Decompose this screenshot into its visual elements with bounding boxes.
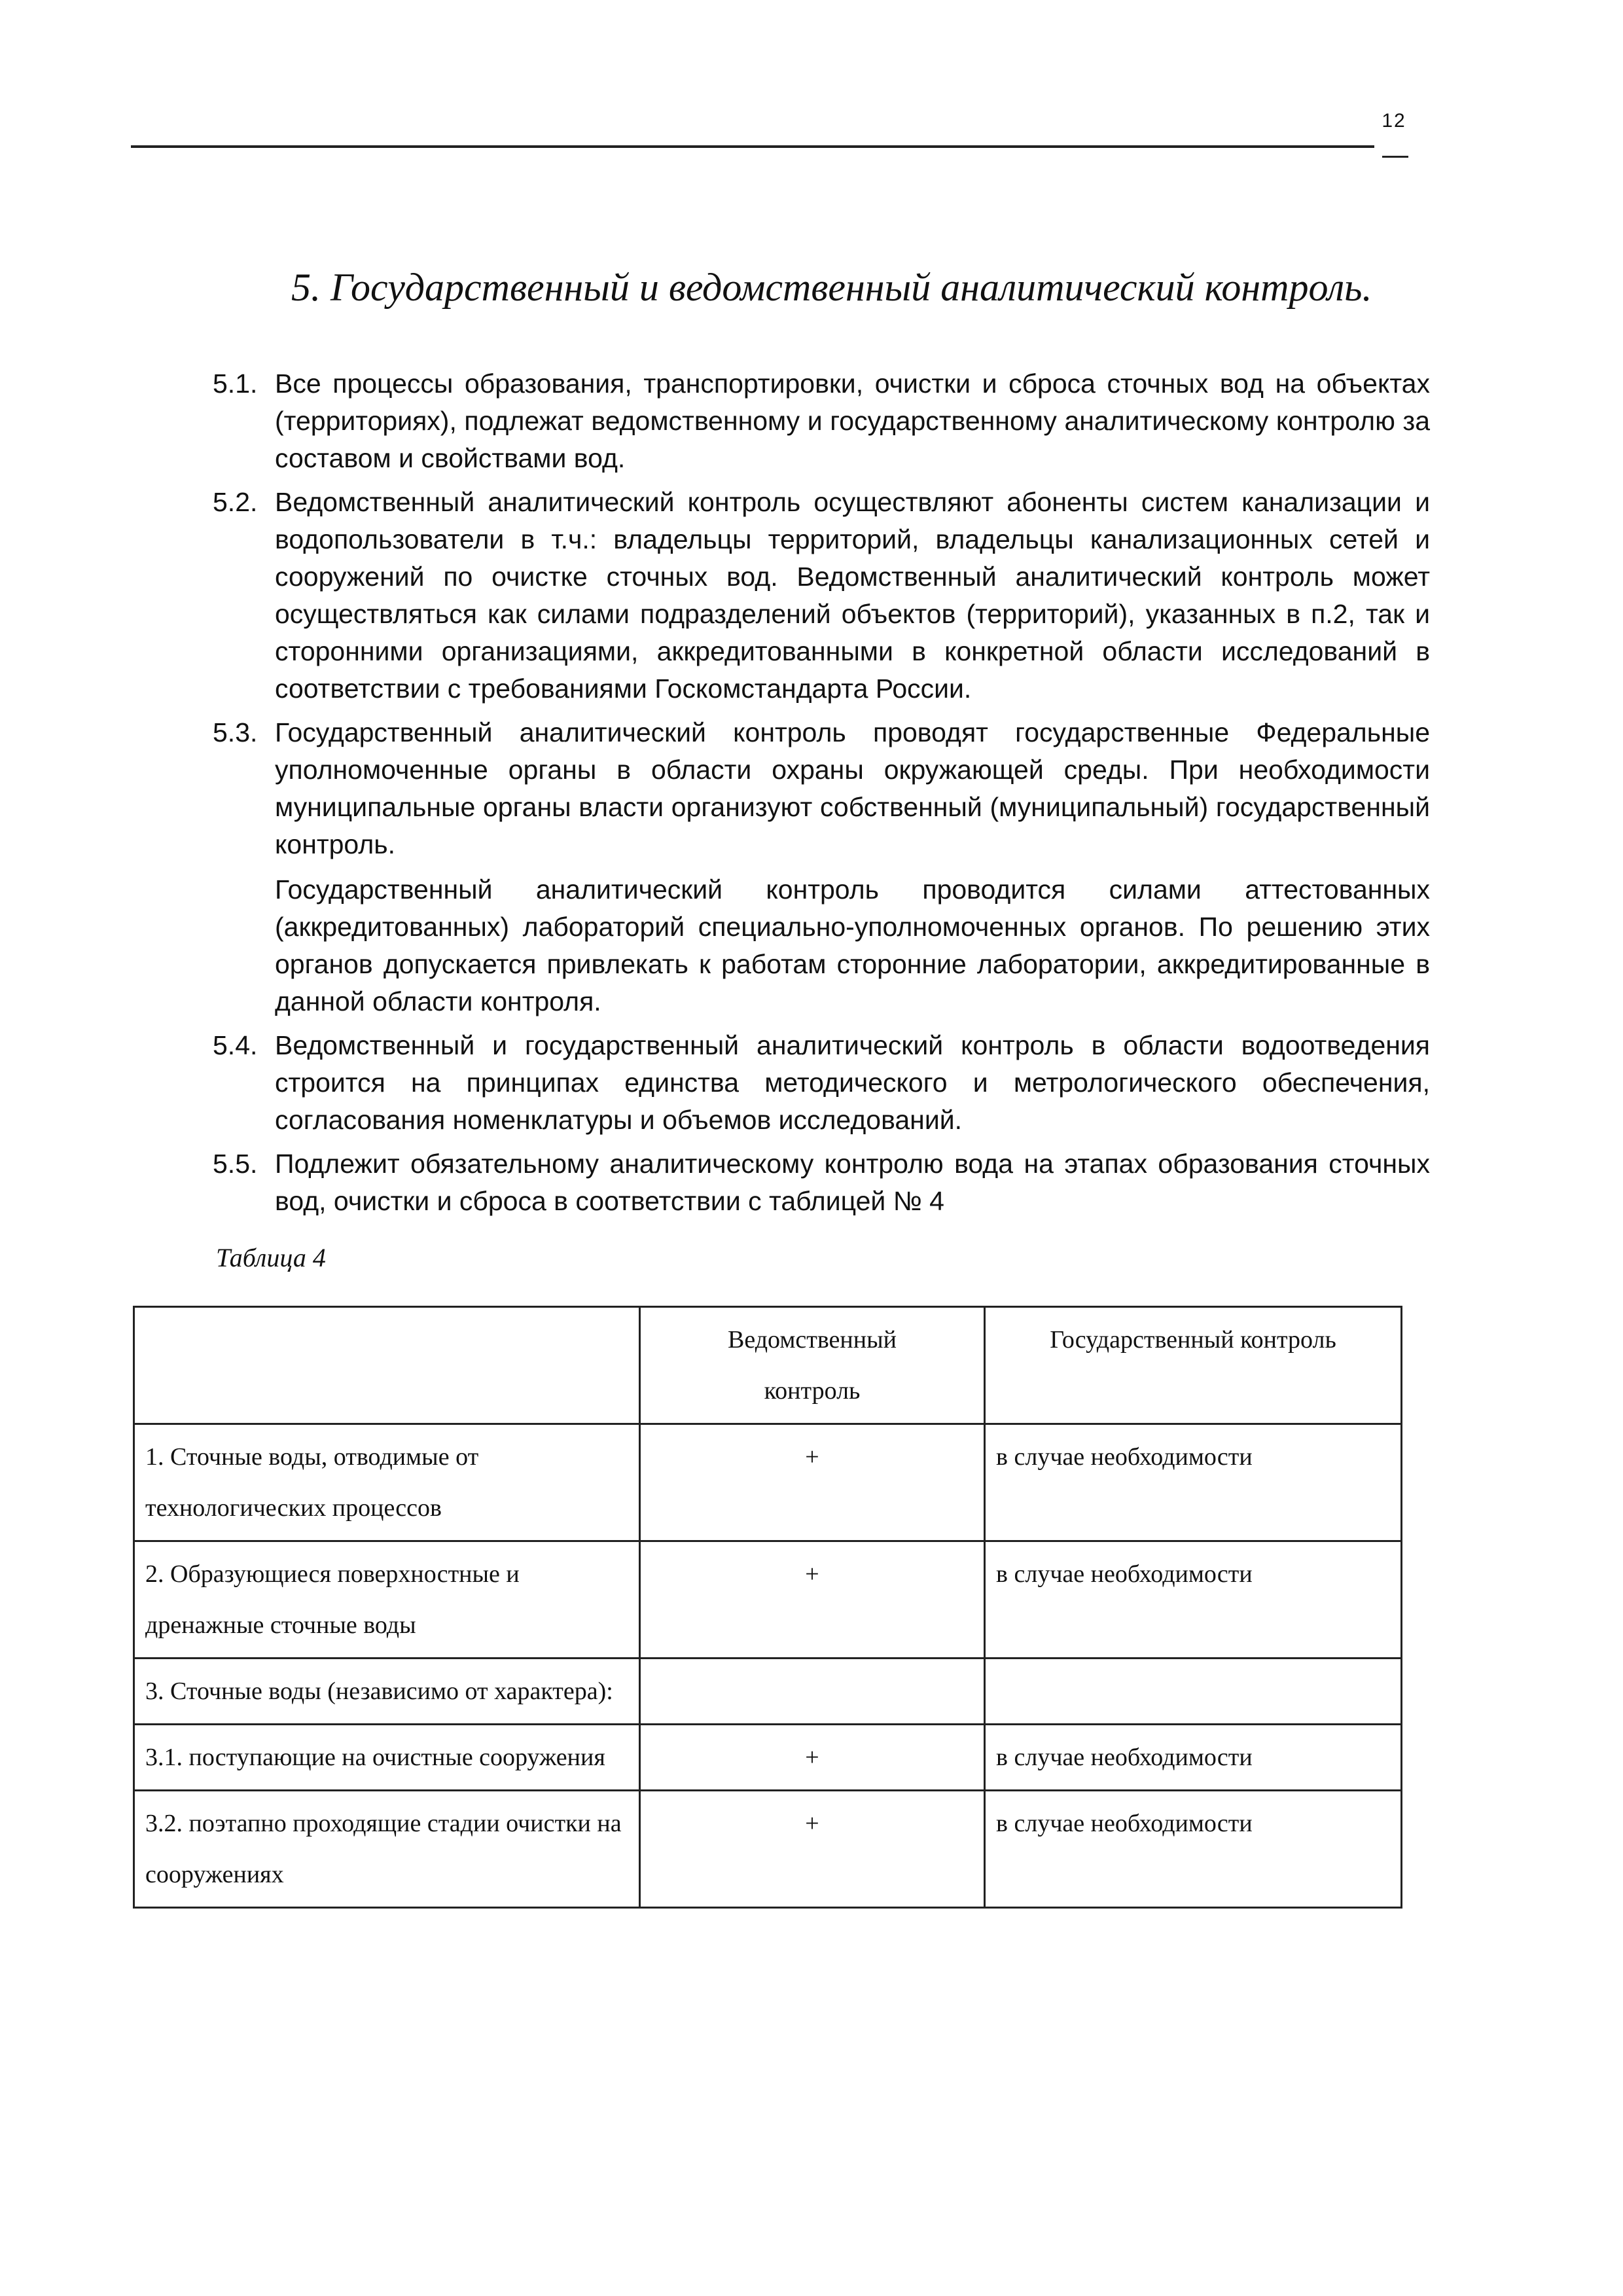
header-cell-state: Государственный контроль (985, 1307, 1402, 1424)
paragraph-5-3 (213, 714, 1430, 863)
paragraph-number: 5.5. (213, 1149, 258, 1179)
header-departmental-line1: Ведомственный (728, 1326, 897, 1354)
paragraph-text: Ведомственный и государственный аналитический контроль в области водоотведения строится на принципах единства методического и метрологического обеспечения, согласования номенклатуры и объемов исследований. (275, 1030, 1430, 1135)
header-rule (131, 145, 1374, 148)
page-number-underline (1382, 156, 1408, 158)
paragraph-number: 5.1. (213, 368, 258, 399)
paragraph-text: Ведомственный аналитический контроль осуществляют абоненты систем канализации и водопользователи в т.ч.: владельцы территорий, владельцы канализационных сетей и сооружений по очистке сточных вод. Ведомственный аналитический контроль может осуществляться как силами подразделений объектов (территорий), указанных в п.2, так и сторонними организациями, аккредитованными в конкретной области исследований в соответствии с требованиями Госкомстандарта России. (275, 487, 1430, 704)
cell-departmental: + (639, 1541, 984, 1659)
paragraph-5-5 (213, 1145, 1430, 1220)
paragraph-5-2 (213, 484, 1430, 708)
table-caption: Таблица 4 (216, 1243, 326, 1272)
section-title: 5. Государственный и ведомственный аналитический контроль. (291, 266, 1372, 309)
table-row (134, 1791, 1402, 1908)
cell-item: 1. Сточные воды, отводимые от технологических процессов (134, 1424, 640, 1541)
paragraph-5-1 (213, 365, 1430, 477)
cell-state (985, 1659, 1402, 1725)
cell-departmental: + (639, 1725, 984, 1791)
table-row (134, 1424, 1402, 1541)
section-body (213, 365, 1430, 1227)
cell-item: 3.1. поступающие на очистные сооружения (134, 1725, 640, 1791)
paragraph-text: Государственный аналитический контроль проводят государственные Федеральные уполномоченные органы в области охраны окружающей среды. При необходимости муниципальные органы власти организуют собственный (муниципальный) государственный контроль. (275, 717, 1430, 859)
table-row (134, 1725, 1402, 1791)
paragraph-number: 5.3. (213, 717, 258, 747)
paragraph-number: 5.4. (213, 1030, 258, 1060)
paragraph-5-4 (213, 1027, 1430, 1139)
page-number: 12 (1382, 110, 1406, 132)
cell-state: в случае необходимости (985, 1725, 1402, 1791)
paragraph-number: 5.2. (213, 487, 258, 517)
table-header-row (134, 1307, 1402, 1424)
paragraph-text: Подлежит обязательному аналитическому контролю вода на этапах образования сточных вод, очистки и сброса в соответствии с таблицей № 4 (275, 1149, 1430, 1216)
paragraph-5-3-continuation: Государственный аналитический контроль проводится силами аттестованных (аккредитованных) лабораторий специально-уполномоченных органов. По решению этих органов допускается привлекать к работам сторонние лаборатории, аккредитированные в данной области контроля. (275, 874, 1430, 1016)
header-cell-departmental (639, 1307, 984, 1424)
cell-state: в случае необходимости (985, 1541, 1402, 1659)
header-cell-item (134, 1307, 640, 1424)
cell-departmental: + (639, 1424, 984, 1541)
table-row (134, 1541, 1402, 1659)
cell-departmental: + (639, 1791, 984, 1908)
cell-item: 3. Сточные воды (независимо от характера): (134, 1659, 640, 1725)
cell-state: в случае необходимости (985, 1424, 1402, 1541)
cell-state: в случае необходимости (985, 1791, 1402, 1908)
control-table (133, 1306, 1402, 1909)
table-row (134, 1659, 1402, 1725)
cell-item: 3.2. поэтапно проходящие стадии очистки на сооружениях (134, 1791, 640, 1908)
cell-item: 2. Образующиеся поверхностные и дренажные сточные воды (134, 1541, 640, 1659)
header-departmental-line2: контроль (764, 1377, 861, 1405)
cell-departmental (639, 1659, 984, 1725)
paragraph-text: Все процессы образования, транспортировки, очистки и сброса сточных вод на объектах (территориях), подлежат ведомственному и государственному аналитическому контролю за составом и свойствами вод. (275, 368, 1430, 473)
